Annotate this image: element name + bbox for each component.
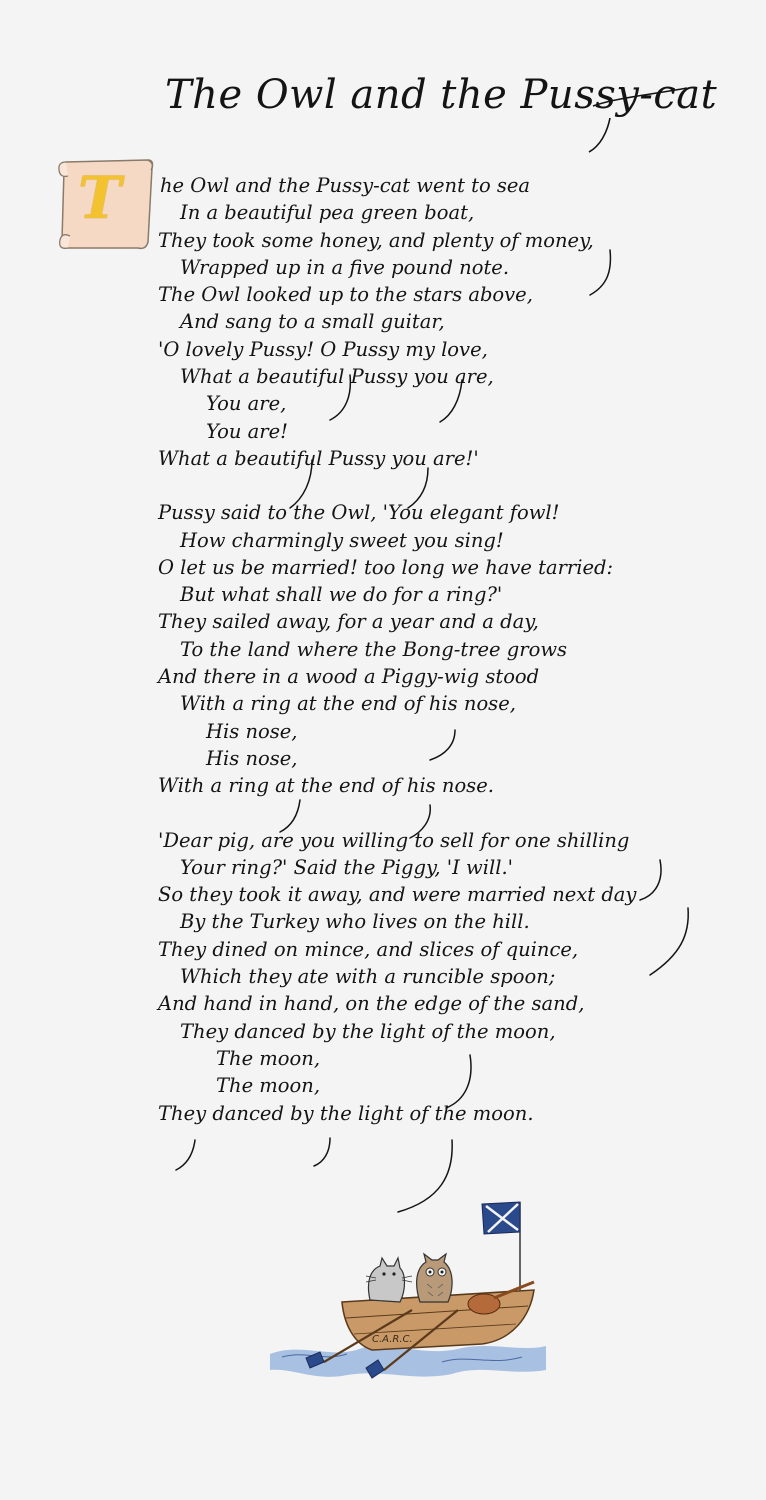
poem-line: What a beautiful Pussy you are!' <box>158 446 479 470</box>
poem-line: How charmingly sweet you sing! <box>180 528 504 552</box>
poem-line: With a ring at the end of his nose. <box>158 774 494 798</box>
stanza-3 <box>158 827 636 1127</box>
poem-line: Wrapped up in a five pound note. <box>180 255 510 279</box>
poem-line: To the land where the Bong-tree grows <box>180 637 568 661</box>
stanza-gap <box>158 800 636 827</box>
poem-line: The Owl looked up to the stars above, <box>158 283 533 307</box>
poem-line: They took some honey, and plenty of money, <box>158 228 594 252</box>
poem-line: But what shall we do for a ring?' <box>180 583 503 607</box>
poem-line: His nose, <box>206 719 298 743</box>
poem-line: O let us be married! too long we have tarried: <box>158 555 614 579</box>
poem-line: You are! <box>206 419 288 443</box>
poem-line: Which they ate with a runcible spoon; <box>180 965 556 989</box>
stanza-2 <box>158 499 636 799</box>
poem-line: And there in a wood a Piggy-wig stood <box>158 665 540 689</box>
poem-line: They sailed away, for a year and a day, <box>158 610 539 634</box>
illuminated-drop-cap <box>56 156 156 252</box>
poem-line: The moon, <box>216 1074 321 1098</box>
page-title: The Owl and the Pussy-cat <box>165 72 718 118</box>
stanza-gap <box>158 472 636 499</box>
poem-line: So they took it away, and were married next day <box>158 883 637 907</box>
poem-line: The moon, <box>216 1046 321 1070</box>
stanza-1 <box>158 172 636 472</box>
poem-line: And hand in hand, on the edge of the sand, <box>158 992 585 1016</box>
boat-illustration <box>262 1192 552 1387</box>
owl-icon <box>417 1254 452 1302</box>
poem-line: His nose, <box>206 746 298 770</box>
poem-line: With a ring at the end of his nose, <box>180 692 516 716</box>
boat-lettering: C.A.R.C. <box>372 1334 413 1345</box>
poem-line: 'O lovely Pussy! O Pussy my love, <box>158 337 488 361</box>
poem-line: They dined on mince, and slices of quince, <box>158 937 579 961</box>
poem-line: 'Dear pig, are you willing to sell for one shilling <box>158 828 630 852</box>
poem-line: he Owl and the Pussy-cat went to sea <box>160 174 531 197</box>
title-flourish <box>585 78 695 158</box>
flag-icon <box>482 1202 520 1300</box>
poem-body <box>158 172 636 1127</box>
cat-icon <box>366 1258 412 1302</box>
poem-line: They danced by the light of the moon. <box>158 1101 534 1125</box>
poem-line: Pussy said to the Owl, 'You elegant fowl! <box>158 501 560 525</box>
drop-cap-letter: T <box>78 164 122 232</box>
poem-line: By the Turkey who lives on the hill. <box>180 910 530 934</box>
poem-line: And sang to a small guitar, <box>180 310 445 334</box>
poem-line: You are, <box>206 392 287 416</box>
poem-line: Your ring?' Said the Piggy, 'I will.' <box>180 855 514 879</box>
poem-line: What a beautiful Pussy you are, <box>180 365 494 389</box>
poem-line: In a beautiful pea green boat, <box>180 201 475 225</box>
poem-line: They danced by the light of the moon, <box>180 1019 556 1043</box>
